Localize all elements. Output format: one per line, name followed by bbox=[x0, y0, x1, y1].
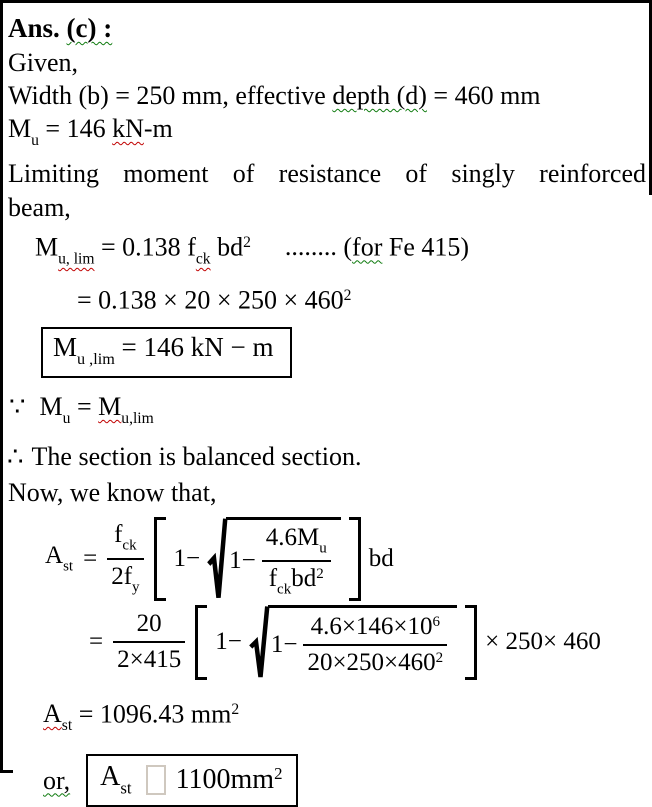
boxed-result-wrap bbox=[41, 327, 652, 378]
now-we-know: Now, we know that, bbox=[8, 477, 217, 507]
ast-formula-numeric: = $\frac{20}{2\times 415}$ 1− 1− $\frac{4.6\times 146\times 10^6}{20\times 250\times 460^2}$ × 250× 460 bbox=[79, 605, 652, 680]
fck-over-2fy: $\frac{f_{ck}}{2f_y}$ bbox=[107, 521, 143, 596]
boxed-final-answer: $A_{st}$ $1100mm^2$ bbox=[86, 754, 298, 807]
given-moment: $M_u = 146$ kN-m bbox=[8, 114, 173, 149]
therefore-symbol: ∴ bbox=[7, 441, 24, 471]
square-root: 1− $\frac{4.6\times 146\times 10^6}{20\times 250\times 460^2}$ bbox=[250, 605, 457, 680]
therefore-line: ∴ The section is balanced section. bbox=[7, 441, 362, 471]
kn-unit: kN bbox=[112, 114, 144, 143]
limiting-moment-text: Limiting moment of resistance of singly reinforced bbox=[8, 158, 646, 188]
equation-mulim: $M_{u, lim} = 0.138$ $f_{ck}$ $bd^2$ ........ (for Fe 415) bbox=[35, 232, 470, 268]
boxed-mulim-result: $M_{u ,lim} = 146$ kN − m bbox=[41, 327, 292, 378]
given-label: Given, bbox=[8, 48, 79, 77]
or-word: or, bbox=[43, 765, 71, 795]
left-bracket bbox=[154, 517, 166, 601]
mulim-term: $M_{u,lim}$ bbox=[98, 391, 154, 427]
answer-heading bbox=[3, 3, 652, 46]
answer-prefix: Ans. bbox=[8, 13, 60, 43]
ast-formula-symbolic: $A_{st}$ = $\frac{f_{ck}}{2f_y}$ 1− 1− $\frac{4.6M_u}{f_{ck}bd^2}$ bd bbox=[45, 517, 652, 601]
because-symbol: ∵ bbox=[9, 391, 26, 421]
missing-glyph-box bbox=[146, 765, 166, 795]
ast-term: $A_{st}$ bbox=[100, 761, 132, 798]
depth-term: depth (d) bbox=[332, 81, 427, 110]
square-root: 1− $\frac{4.6M_u}{f_{ck}bd^2}$ bbox=[208, 517, 341, 601]
since-line: ∵ $M_u = M_{u,lim}$ bbox=[9, 391, 154, 427]
equation-mulim-values: = $0.138 \times 20 \times 250 \times 460^2$ bbox=[77, 285, 352, 315]
final-answer-line bbox=[43, 754, 652, 807]
cell-bottom-border-tick bbox=[3, 770, 13, 773]
radical-icon bbox=[208, 517, 226, 601]
right-bracket bbox=[465, 605, 477, 680]
inner-fraction: $\frac{4.6M_u}{f_{ck}bd^2}$ bbox=[262, 524, 331, 599]
left-bracket bbox=[195, 605, 207, 680]
beam-text: beam, bbox=[8, 192, 71, 222]
given-width-depth: Width (b) = 250 mm, effective depth (d) = 460 mm bbox=[8, 81, 541, 110]
ast-lhs: $A_{st}$ bbox=[45, 541, 74, 575]
20-over-830: $\frac{20}{2\times 415}$ bbox=[113, 610, 185, 674]
ast-term: $A_{st}$ bbox=[43, 699, 73, 735]
answer-option: (c) : bbox=[66, 13, 113, 43]
ast-result: $A_{st} = 1096.43$ $mm^2$ bbox=[43, 699, 240, 735]
right-bracket bbox=[349, 517, 361, 601]
dots-leader: ........ bbox=[284, 232, 337, 262]
inner-fraction: $\frac{4.6\times 146\times 10^6}{20\times 250\times 460^2}$ bbox=[303, 613, 447, 677]
for-word: for bbox=[352, 232, 383, 262]
radical-icon bbox=[250, 605, 268, 680]
